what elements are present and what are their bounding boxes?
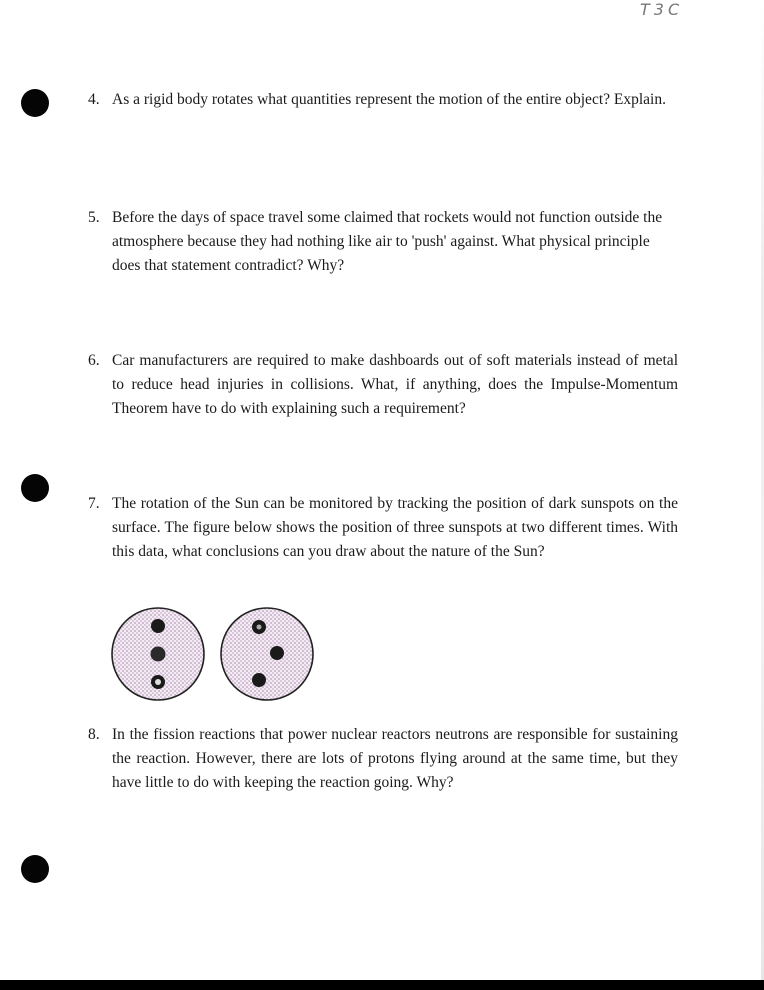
- binder-hole-top: [21, 89, 49, 117]
- sunspot: [151, 647, 166, 662]
- question-number: 8.: [88, 726, 100, 743]
- page-id-mark: T3C: [640, 0, 684, 19]
- question-6: [88, 349, 678, 421]
- sunspot: [252, 673, 266, 687]
- binder-hole-middle: [21, 474, 49, 502]
- sunspot: [151, 619, 165, 633]
- question-number: 6.: [88, 352, 100, 369]
- question-number: 5.: [88, 209, 100, 226]
- question-5: [88, 206, 678, 278]
- sun-disk: [221, 608, 313, 700]
- scan-bottom-border: [0, 980, 764, 990]
- question-text: In the fission reactions that power nuclear reactors neutrons are responsible for sustaining the reaction. However, there are lots of protons flying around at the same time, but they have little to do with keeping the reaction going. Why?: [112, 726, 678, 791]
- question-text: Car manufacturers are required to make dashboards out of soft materials instead of metal to reduce head injuries in collisions. What, if anything, does the Impulse-Momentum Theorem have to do with explaining such a requirement?: [112, 352, 678, 417]
- sunspot: [270, 646, 284, 660]
- question-8: [88, 723, 678, 795]
- sunspot-highlight: [257, 625, 262, 630]
- question-7: [88, 492, 678, 564]
- question-4: [88, 88, 678, 112]
- sunspot-highlight: [155, 679, 161, 685]
- question-text: The rotation of the Sun can be monitored by tracking the position of dark sunspots on the surface. The figure below shows the position of three sunspots at two different times. With this data, what conclusions can you draw about the nature of the Sun?: [112, 495, 678, 560]
- question-text: Before the days of space travel some claimed that rockets would not function outside the atmosphere because they had nothing like air to 'push' against. What physical principle does that statement contradict? Why?: [112, 209, 663, 274]
- sunspot-figure: [110, 606, 320, 702]
- question-text: As a rigid body rotates what quantities represent the motion of the entire object? Explain.: [112, 91, 666, 108]
- question-number: 4.: [88, 91, 100, 108]
- sun-disk-time-2: [221, 608, 313, 700]
- binder-hole-bottom: [21, 855, 49, 883]
- question-number: 7.: [88, 495, 100, 512]
- sun-disk-time-1: [112, 608, 204, 700]
